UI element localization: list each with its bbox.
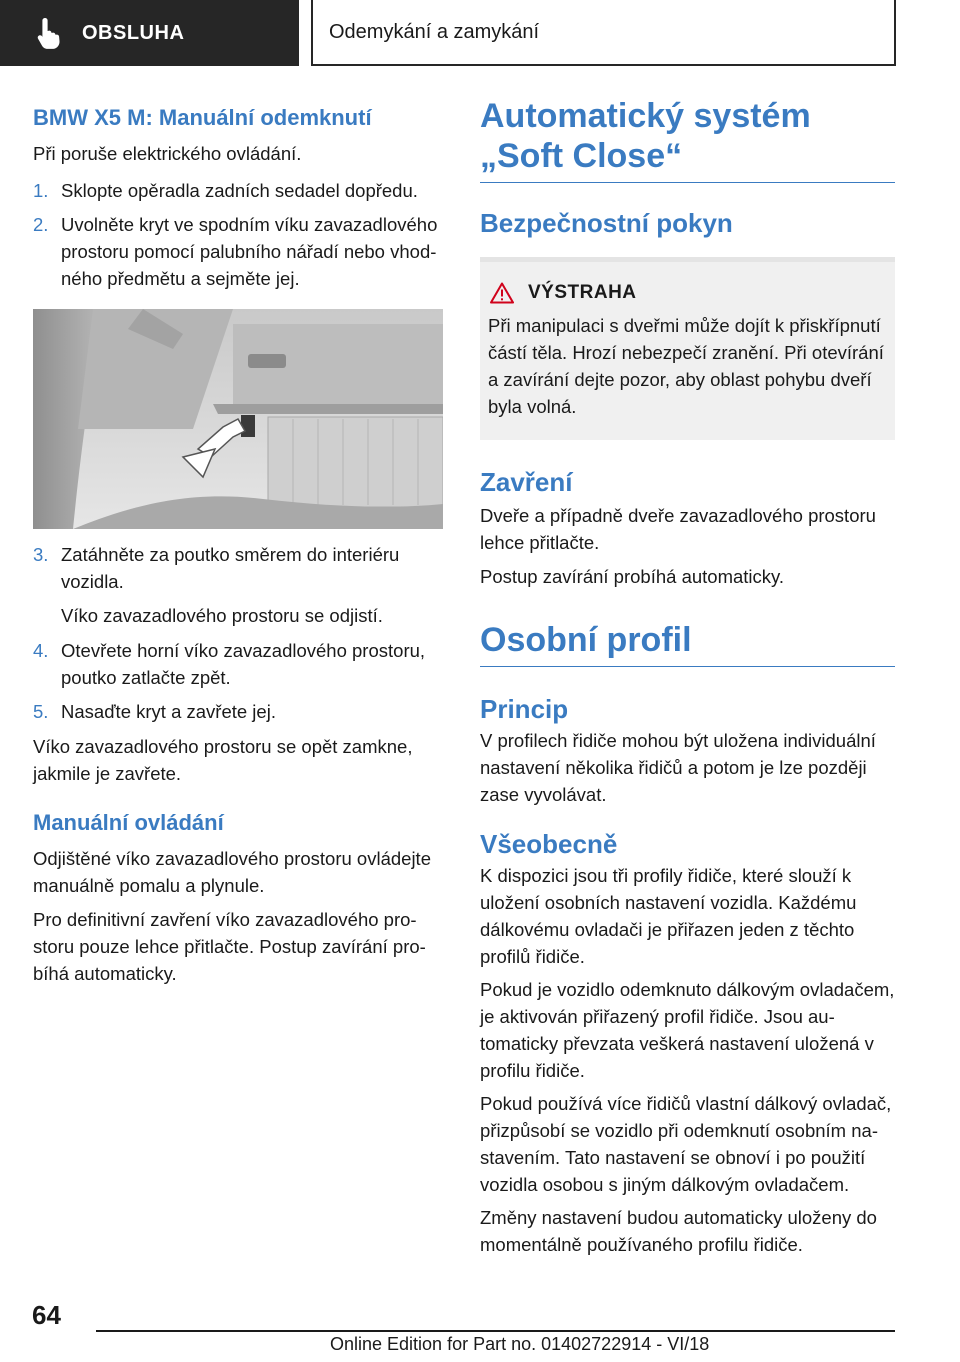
- general-p4: Změny nastavení budou automaticky uloženy do momentálně používaného profilu řidiče.: [480, 1207, 877, 1255]
- heading-soft-close: Automatický systém „Soft Close“: [480, 96, 895, 183]
- trunk-photo: [33, 309, 443, 529]
- general-p2: Pokud je vozidlo odemknuto dálkovým ovladačem, je aktivován přiřazený profil řidiče. Jsou automaticky převzata veškerá nastavení uložená v profilu řidiče.: [480, 979, 895, 1081]
- section-label: OBSLUHA: [82, 21, 185, 44]
- section-tab: [0, 0, 299, 66]
- after-steps-text: Víko zavazadlového prostoru se opět zamkne, jakmile je zavřete.: [33, 736, 413, 784]
- heading-manual-unlock: BMW X5 M: Manuální odemknutí: [33, 105, 372, 130]
- heading-profile: Osobní profil: [480, 620, 895, 667]
- steps-list-a: [33, 177, 443, 292]
- steps-list-c: [33, 637, 443, 725]
- warning-triangle-icon: [490, 282, 514, 304]
- warning-text: Při manipulaci s dveřmi může dojít k přiskřípnutí částí těla. Hrozí nebezpečí zranění. Při otevírání a zavírání dejte pozor, aby oblast pohybu dveří byla volná.: [488, 315, 884, 417]
- list-item: 3. Zatáhněte za poutko směrem do interiéru vozidla.: [33, 544, 400, 592]
- hand-pointer-icon: [36, 16, 64, 50]
- heading-manual-control: Manuální ovládání: [33, 810, 224, 835]
- manual-p2: Pro definitivní zavření víko zavazadlového prostoru pouze lehce přitlačte. Postup zavírání probíhá automaticky.: [33, 909, 426, 984]
- list-item: 2. Uvolněte kryt ve spodním víku zavazadlového prostoru pomocí palubního nářadí nebo vhodného předmětu a sejměte jej.: [33, 214, 438, 289]
- left-column: [33, 96, 443, 987]
- footer-divider: [96, 1330, 895, 1332]
- list-item: 4. Otevřete horní víko zavazadlového prostoru, poutko zatlačte zpět.: [33, 640, 426, 688]
- intro-text: Při poruše elektrického ovládání.: [33, 143, 302, 164]
- warning-title-row: [488, 282, 887, 304]
- heading-safety: Bezpečnostní pokyn: [480, 208, 733, 238]
- principle-text: V profilech řidiče mohou být uložena individuální nastavení několika řidičů a potom je lze později zase vyvolávat.: [480, 730, 876, 805]
- trunk-illustration: [33, 309, 443, 529]
- page-number: 64: [32, 1300, 61, 1330]
- warning-title: VÝSTRAHA: [528, 282, 637, 303]
- chapter-title: Odemykání a zamykání: [329, 20, 540, 43]
- heading-general: Všeobecně: [480, 829, 618, 859]
- closing-p2: Postup zavírání probíhá automaticky.: [480, 566, 785, 587]
- general-p1: K dispozici jsou tři profily řidiče, které slouží k uložení osobních nastavení vozidla. Každému dálkovému ovladači je přiřazen jeden z těchto profilů řidiče.: [480, 865, 857, 967]
- heading-closing: Zavření: [480, 467, 573, 497]
- edition-text: Online Edition for Part no. 01402722914 - VI/18: [330, 1334, 710, 1354]
- right-column: [480, 96, 895, 1258]
- warning-box: [480, 257, 895, 440]
- heading-principle: Princip: [480, 694, 569, 724]
- steps-list-b: [33, 541, 443, 595]
- list-item: 5. Nasaďte kryt a zavřete jej.: [33, 701, 276, 722]
- step3-note: Víko zavazadlového prostoru se odjistí.: [61, 605, 383, 626]
- chapter-title-box: [311, 0, 896, 66]
- closing-p1: Dveře a případně dveře zavazadlového prostoru lehce přitlačte.: [480, 505, 876, 553]
- list-item: 1. Sklopte opěradla zadních sedadel dopředu.: [33, 180, 418, 201]
- manual-p1: Odjištěné víko zavazadlového prostoru ovládejte manuálně pomalu a plynule.: [33, 848, 431, 896]
- general-p3: Pokud používá více řidičů vlastní dálkový ovladač, přizpůsobí se vozidlo při odemknutí osobním nastavením. Tato nastavení se obnoví i po použití vozidla osobou s jiným dálkovým ovladačem.: [480, 1093, 892, 1195]
